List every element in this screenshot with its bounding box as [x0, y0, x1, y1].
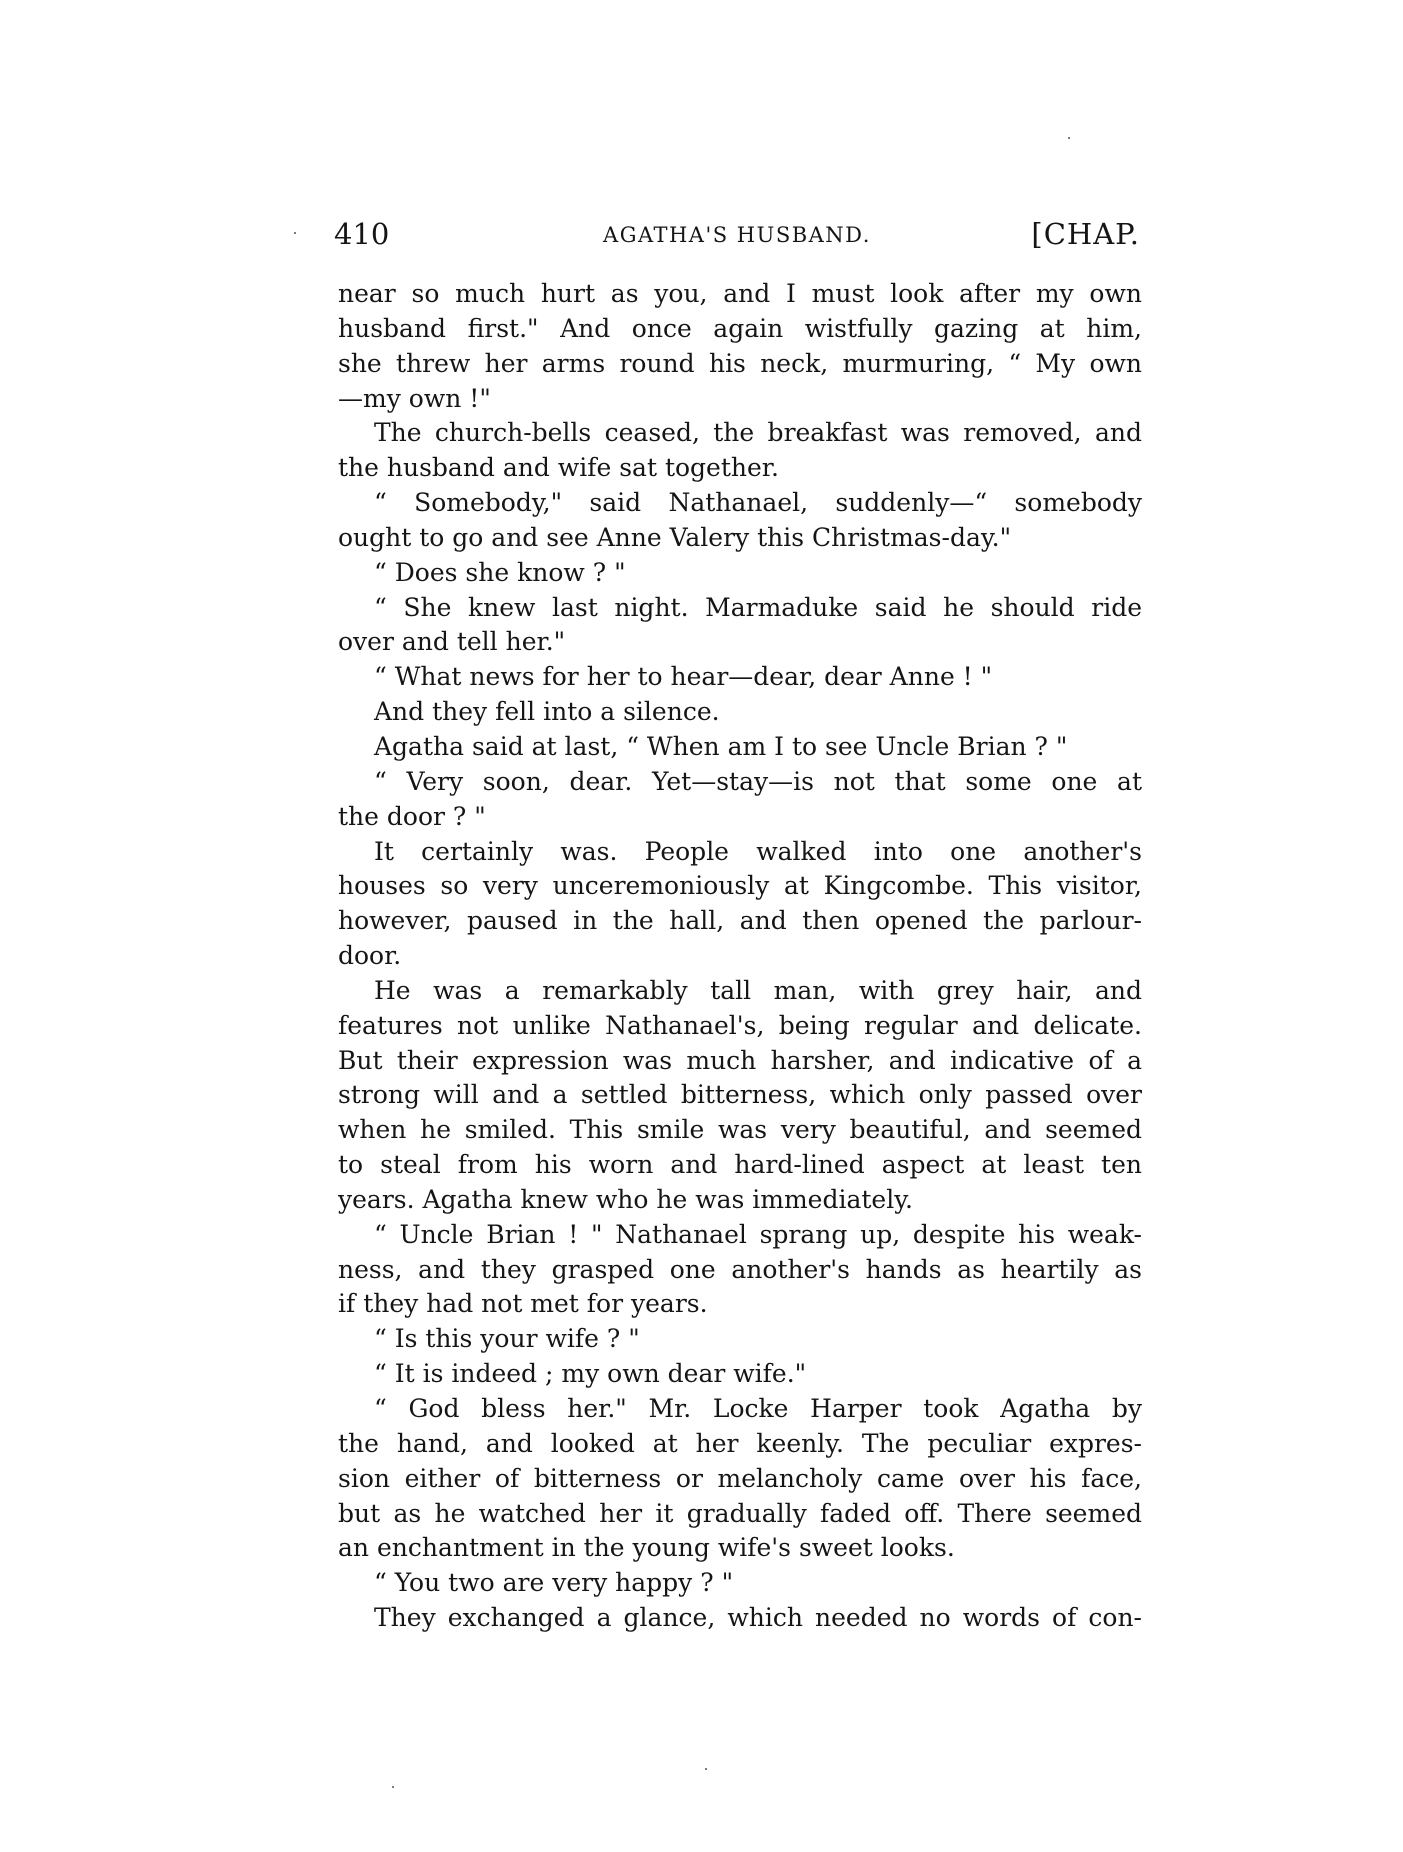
- text-line: however, paused in the hall, and then opened the parlour-: [338, 906, 1142, 936]
- body-text: [338, 277, 1142, 1636]
- text-line: He was a remarkably tall man, with grey hair, and: [374, 975, 1142, 1005]
- text-line: “ Very soon, dear. Yet—stay—is not that some one at: [374, 766, 1142, 796]
- text-line: sion either of bitterness or melancholy came over his face,: [338, 1463, 1142, 1493]
- text-line: years. Agatha knew who he was immediately.: [338, 1184, 913, 1214]
- print-speck: [1068, 137, 1070, 139]
- text-line: if they had not met for years.: [338, 1289, 708, 1319]
- text-line: but as he watched her it gradually faded off. There seemed: [338, 1498, 1142, 1528]
- text-line: “ She knew last night. Marmaduke said he should ride: [374, 592, 1142, 622]
- text-line: the husband and wife sat together.: [338, 453, 779, 483]
- text-line: an enchantment in the young wife's sweet looks.: [338, 1533, 955, 1563]
- text-line: strong will and a settled bitterness, which only passed over: [338, 1080, 1142, 1110]
- text-line: “ Uncle Brian ! " Nathanael sprang up, despite his weak-: [374, 1219, 1142, 1249]
- text-line: “ Does she know ? ": [374, 557, 626, 587]
- text-line: —my own !": [338, 383, 491, 413]
- text-line: “ Somebody," said Nathanael, suddenly—“ somebody: [374, 488, 1142, 518]
- text-line: They exchanged a glance, which needed no words of con-: [374, 1603, 1142, 1633]
- text-line: the door ? ": [338, 801, 486, 831]
- print-speck: [294, 232, 296, 234]
- print-speck: [392, 1786, 394, 1788]
- text-line: when he smiled. This smile was very beautiful, and seemed: [338, 1115, 1142, 1145]
- text-line: Agatha said at last, “ When am I to see Uncle Brian ? ": [374, 731, 1068, 761]
- chapter-label: [CHAP.: [1031, 217, 1140, 251]
- page-number: 410: [334, 217, 390, 251]
- print-speck: [705, 1768, 707, 1770]
- text-line: “ God bless her." Mr. Locke Harper took Agatha by: [374, 1394, 1142, 1423]
- text-line: door.: [338, 941, 402, 971]
- running-title: AGATHA'S HUSBAND.: [603, 223, 871, 247]
- text-line: And they fell into a silence.: [374, 697, 720, 727]
- text-line: ness, and they grasped one another's hands as heartily as: [338, 1254, 1142, 1284]
- text-line: ought to go and see Anne Valery this Christmas-day.": [338, 522, 1012, 552]
- text-line: to steal from his worn and hard-lined aspect at least ten: [338, 1150, 1142, 1180]
- page-header: [334, 214, 1140, 258]
- text-line: But their expression was much harsher, and indicative of a: [338, 1045, 1142, 1075]
- text-line: It certainly was. People walked into one another's: [374, 836, 1142, 866]
- text-line: the hand, and looked at her keenly. The peculiar expres-: [338, 1428, 1142, 1458]
- text-line: she threw her arms round his neck, murmuring, “ My own: [338, 348, 1142, 378]
- text-line: over and tell her.": [338, 627, 566, 657]
- text-line: features not unlike Nathanael's, being regular and delicate.: [338, 1010, 1142, 1040]
- text-line: “ It is indeed ; my own dear wife.": [374, 1359, 807, 1389]
- text-line: “ Is this your wife ? ": [374, 1324, 640, 1354]
- text-line: The church-bells ceased, the breakfast was removed, and: [374, 418, 1142, 448]
- text-line: husband first." And once again wistfully gazing at him,: [338, 313, 1142, 343]
- text-line: “ What news for her to hear—dear, dear Anne ! ": [374, 662, 993, 692]
- text-line: houses so very unceremoniously at Kingcombe. This visitor,: [338, 871, 1142, 901]
- text-line: “ You two are very happy ? ": [374, 1568, 734, 1598]
- text-line: near so much hurt as you, and I must look after my own: [338, 279, 1142, 308]
